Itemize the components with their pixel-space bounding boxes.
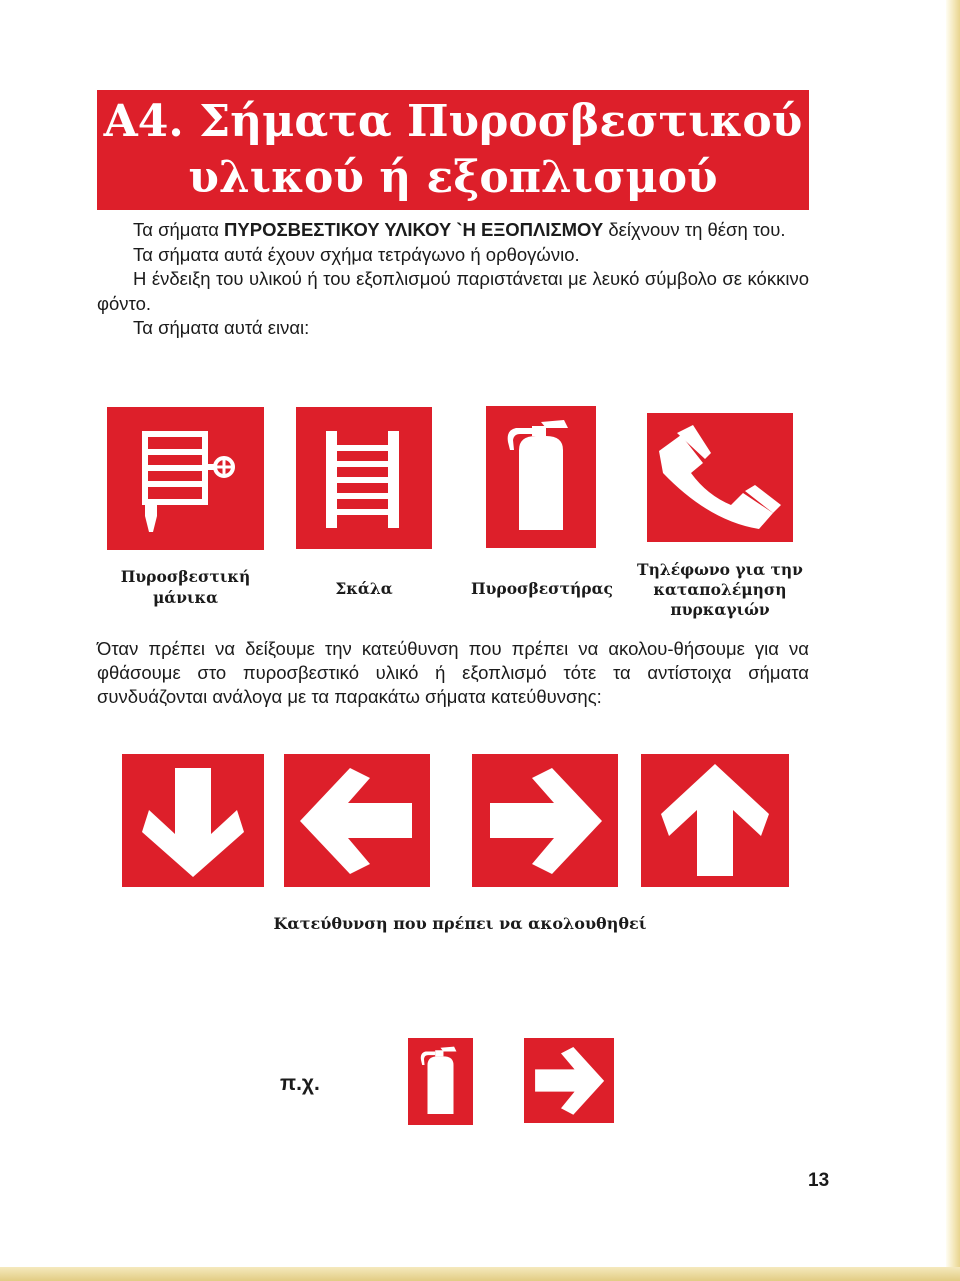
intro-paragraph-1 [97, 218, 809, 243]
phone-caption-line-3: πυρκαγιών [670, 600, 770, 619]
page-edge-bottom [0, 1267, 960, 1281]
phone-caption-line-2: καταπολέμηση [653, 580, 787, 599]
intro-p1-end: δείχνουν τη θέση του. [603, 219, 786, 240]
telephone-icon [647, 413, 793, 542]
fire-hose-sign [107, 407, 264, 550]
hose-caption [107, 566, 264, 608]
arrow-up-sign [641, 754, 789, 887]
section-title-banner [97, 90, 809, 210]
direction-caption: Κατεύθυνση που πρέπει να ακολουθηθεί [273, 914, 647, 933]
arrow-right-sign [472, 754, 618, 887]
ladder-sign [296, 407, 432, 549]
example-extinguisher-sign [408, 1038, 473, 1125]
arrow-up-icon [641, 754, 789, 887]
arrow-left-sign [284, 754, 430, 887]
telephone-sign [647, 413, 793, 542]
fire-hose-icon [107, 407, 264, 550]
intro-paragraph-4: Τα σήματα αυτά ειναι: [133, 317, 310, 338]
fire-extinguisher-icon [486, 406, 596, 548]
fire-extinguisher-sign [486, 406, 596, 548]
direction-paragraph: Όταν πρέπει να δείξουμε την κατεύθυνση που πρέπει να ακολου-θήσουμε για να φθάσουμε στο πυροσβεστικό υλικό ή εξοπλισμό τότε τα αντίστοιχα σήματα συνδυάζονται ανάλογα με τα παρακάτω σήματα κατεύθυνσης: [97, 638, 809, 707]
intro-p1-bold: ΠΥΡΟΣΒΕΣΤΙΚΟΥ ΥΛΙΚΟΥ `Η ΕΞΟΠΛΙΣΜΟΥ [224, 219, 604, 240]
arrow-down-icon [122, 754, 264, 887]
example-label: π.χ. [280, 1072, 320, 1095]
example-arrow-right-sign [524, 1038, 614, 1123]
intro-paragraph-2: Τα σήματα αυτά έχουν σχήμα τετράγωνο ή ορθογώνιο. [133, 243, 580, 265]
section-title-line-1: A4. Σήματα Πυροσβεστικού [103, 96, 803, 147]
arrow-left-icon [284, 754, 430, 887]
phone-caption-line-1: Τηλέφωνο για την [637, 560, 803, 579]
ladder-icon [296, 407, 432, 549]
page-edge-right [946, 0, 960, 1281]
intro-p1-start: Τα σήματα [133, 219, 225, 240]
phone-caption [630, 560, 810, 620]
fire-extinguisher-icon [408, 1038, 473, 1125]
arrow-right-icon [524, 1038, 614, 1123]
arrow-down-sign [122, 754, 264, 887]
page-number: 13 [808, 1170, 830, 1191]
extinguisher-caption: Πυροσβεστήρας [471, 579, 613, 598]
ladder-caption: Σκάλα [335, 579, 393, 598]
intro-paragraph-3: Η ένδειξη του υλικού ή του εξοπλισμού παριστάνεται με λευκό σύμβολο σε κόκκινο φόντο. [97, 268, 809, 314]
hose-caption-line-2: μάνικα [152, 588, 219, 607]
hose-caption-line-1: Πυροσβεστική [120, 567, 251, 586]
section-title-line-2: υλικού ή εξοπλισμού [188, 152, 718, 203]
intro-text [97, 218, 809, 341]
arrow-right-icon [472, 754, 618, 887]
